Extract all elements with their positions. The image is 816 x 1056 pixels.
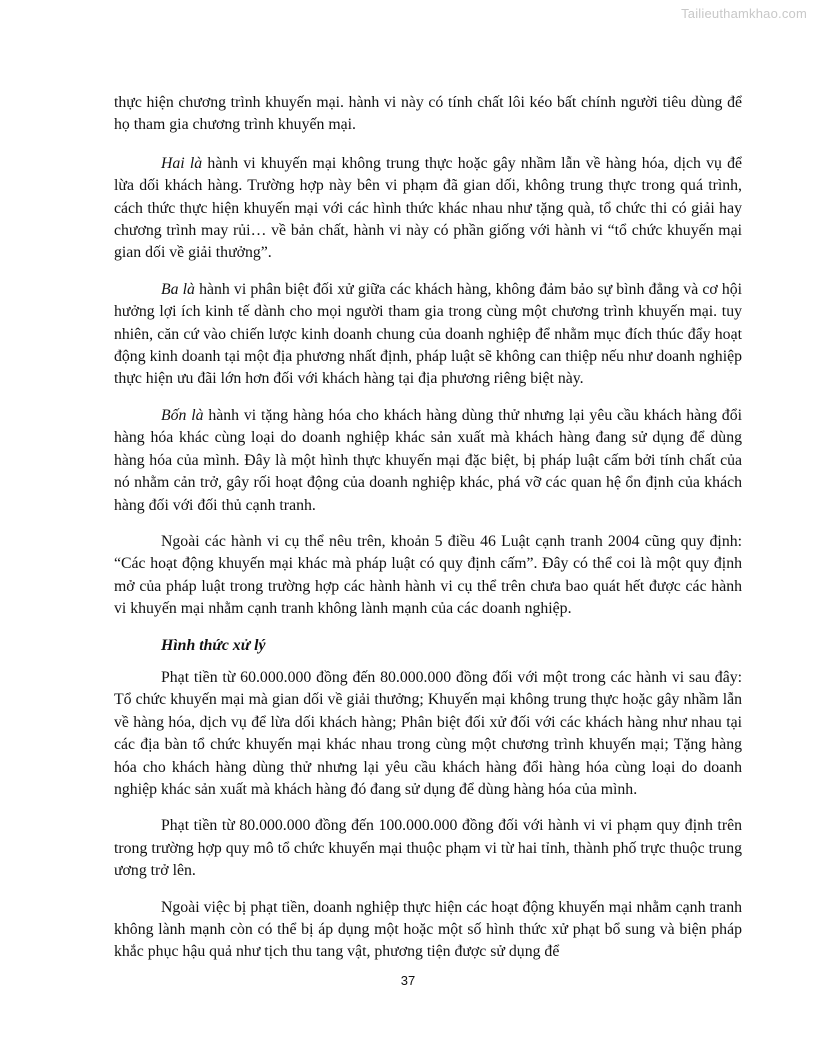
paragraph-ba-la: [114, 279, 742, 391]
page-number: 37: [400, 973, 416, 988]
paragraph-ngoai-cac: Ngoài các hành vi cụ thể nêu trên, khoản 5 điều 46 Luật cạnh tranh 2004 cũng quy định: “Các hoạt động khuyến mại khác mà pháp luật có quy định cấm”. Đây có thể coi là một quy định mở của pháp luật trong trường hợp các hành hành vi cụ thể trên chưa bao quát hết được các hành vi khuyến mại nhằm cạnh tranh không lành mạnh của các doanh nghiệp.: [114, 532, 742, 618]
paragraph-hai-la: [114, 153, 742, 265]
paragraph-text: hành vi khuyến mại không trung thực hoặc gây nhầm lẫn về hàng hóa, dịch vụ để lừa dối khách hàng. Trường hợp này bên vi phạm đã gian dối, không trung thực trong quá trình, cách thức thực hiện khuyến mại với các hình thức khác nhau như tặng quà, tổ chức thi có giải hay chương trình may rủi… về bản chất, hành vi này có phần giống với hành vi “tổ chức khuyến mại gian dối về giải thưởng”.: [114, 154, 742, 262]
document-body: [114, 92, 742, 978]
paragraph-continuation: thực hiện chương trình khuyến mại. hành vi này có tính chất lôi kéo bất chính người tiêu dùng để họ tham gia chương trình khuyến mại.: [114, 94, 742, 134]
paragraph-bon-la: [114, 405, 742, 517]
paragraph-lead: Hai là: [161, 154, 203, 172]
paragraph-phat-tien-2: Phạt tiền từ 80.000.000 đồng đến 100.000.000 đồng đối với hành vi vi phạm quy định trên trong trường hợp quy mô tổ chức khuyến mại thuộc phạm vi từ hai tỉnh, thành phố trực thuộc trung ương trở lên.: [114, 817, 742, 880]
section-heading: Hình thức xử lý: [161, 636, 266, 654]
watermark: Tailieuthamkhao.com: [681, 6, 807, 21]
paragraph-phat-tien-1: Phạt tiền từ 60.000.000 đồng đến 80.000.000 đồng đối với một trong các hành vi sau đây: Tổ chức khuyến mại mà gian dối về giải thưởng; Khuyến mại không trung thực hoặc gây nhầm lẫn về hàng hóa, dịch vụ để lừa dối khách hàng; Phân biệt đối xử đối với các khách hàng như nhau tại các địa bàn tổ chức khuyến mại khác nhau trong cùng một chương trình khuyến mại; Tặng hàng hóa cho khách hàng dùng thử nhưng lại yêu cầu khách hàng đổi hàng hóa cùng loại do doanh nghiệp khác sản xuất mà khách hàng đó đang sử dụng để dùng hàng hóa của mình.: [114, 668, 742, 798]
paragraph-lead: Bốn là: [161, 406, 204, 424]
paragraph-ngoai-viec: Ngoài việc bị phạt tiền, doanh nghiệp thực hiện các hoạt động khuyến mại nhằm cạnh tranh không lành mạnh còn có thể bị áp dụng một hoặc một số hình thức xử phạt bổ sung và biện pháp khắc phục hậu quả như tịch thu tang vật, phương tiện được sử dụng để: [114, 898, 742, 961]
paragraph-lead: Ba là: [161, 280, 195, 298]
paragraph-text: hành vi phân biệt đối xử giữa các khách hàng, không đảm bảo sự bình đẳng và cơ hội hưởng lợi ích kinh tế dành cho mọi người tham gia trong cùng một chương trình khuyến mại. tuy nhiên, căn cứ vào chiến lược kinh doanh chung của doanh nghiệp để nhằm mục đích thúc đẩy hoạt động kinh doanh tại một địa phương nhất định, pháp luật sẽ không can thiệp nếu như doanh nghiệp thực hiện ưu đãi lớn hơn đối với khách hàng tại địa phương riêng biệt này.: [114, 280, 743, 388]
paragraph-text: hành vi tặng hàng hóa cho khách hàng dùng thử nhưng lại yêu cầu khách hàng đổi hàng hóa khác cùng loại do doanh nghiệp khác sản xuất mà khách hàng đang sử dụng để dùng hàng hóa của mình. Đây là một hình thực khuyến mại đặc biệt, bị pháp luật cấm bởi tính chất của nó nhằm cản trở, gây rối hoạt động của doanh nghiệp khác, phá vỡ các quan hệ ổn định của khách hàng đối với đối thủ cạnh tranh.: [114, 406, 742, 514]
